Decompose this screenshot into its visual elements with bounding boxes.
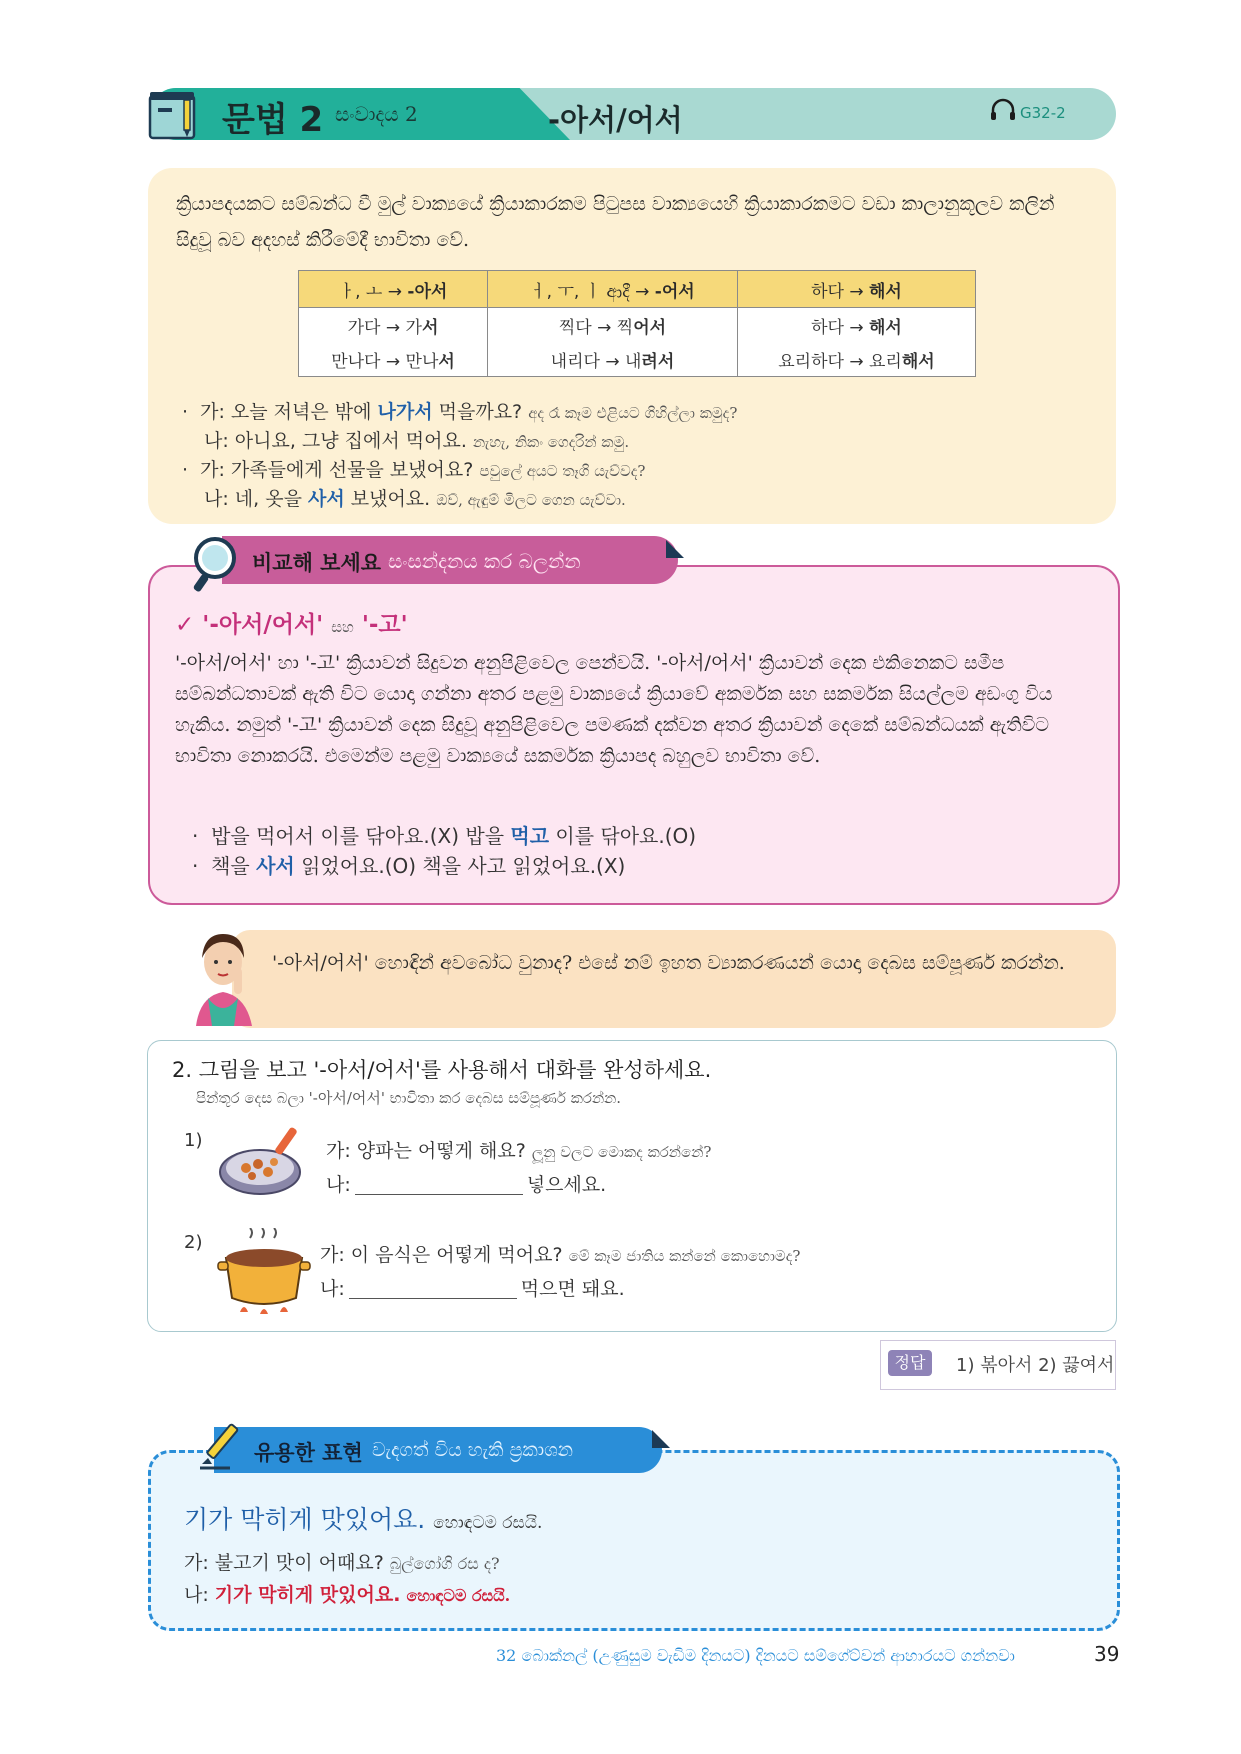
compare-title-sinhala: සංසන්දනය කර බලන්න: [388, 549, 581, 573]
table-cell: 하다 → 해서: [737, 308, 975, 343]
example-line: · 가: 가족들에게 선물을 보냈어요? පවුලේ අයට තෑගි යැව්වද?: [182, 459, 646, 481]
dialogue-answer: 나: 넣으세요.: [326, 1174, 607, 1196]
compare-example: · 밥을 먹어서 이를 닦아요.(X) 밥을 먹고 이를 닦아요.(O): [192, 824, 697, 848]
useful-main-expression: 기가 막히게 맛있어요. හොඳටම රසයි.: [184, 1505, 543, 1534]
answer-label: 정답: [888, 1350, 932, 1376]
tab-fold: [666, 540, 684, 558]
check-icon: ✓: [175, 612, 195, 638]
exercise-subtitle: පින්තූර දෙස බලා '-아서/어서' භාවිතා කර දෙබස සම්පූර්ණ කරන්න.: [196, 1089, 622, 1107]
example-line: · 가: 오늘 저녁은 밖에 나가서 먹을까요? අද රෑ කෑම එළියට ගිහිල්ලා කමුද?: [182, 401, 738, 423]
woman-illustration: [178, 918, 268, 1028]
table-header: ㅓ, ㅜ, ㅣ ආදී → -어서: [488, 271, 738, 308]
useful-dialogue-line: 나: 기가 막히게 맛있어요. හොඳටම රසයි.: [184, 1584, 511, 1606]
table-cell: 요리하다 → 요리해서: [737, 342, 975, 377]
grammar-description: ක්‍රියාපදයකට සම්බන්ධ වී මුල් වාක්‍යයේ ක්‍රියාකාරකම පිටුපස වාක්‍යයෙහි ක්‍රියාකාරකමට වඩා කාලානුකූලව කලින් සිදුවූ බව අදහස් කිරීමේදී භාවිතා වේ.: [176, 193, 1055, 251]
answer-blank[interactable]: [355, 1176, 523, 1195]
prompt-text: '-아서/어서' හොඳින් අවබෝධ වුනාද? එසේ නම් ඉහත ව්‍යාකරණයන් යොදා දෙබස සම්පූර්ණ කරන්න.: [272, 952, 1065, 974]
magnifier-icon: [190, 536, 240, 596]
page-number: 39: [1094, 1642, 1120, 1666]
table-cell: 찍다 → 찍어서: [488, 308, 738, 343]
useful-title-sinhala: වැදගත් විය හැකි ප්‍රකාශන: [372, 1439, 574, 1461]
pencil-icon: [196, 1420, 246, 1472]
compare-example: · 책을 사서 읽었어요.(O) 책을 사고 읽었어요.(X): [192, 854, 626, 878]
table-cell: 가다 → 가서: [299, 308, 488, 343]
dialogue-question: 가: 양파는 어떻게 해요? ලූනු වලට මොකද කරන්නේ?: [326, 1140, 712, 1162]
table-header: 하다 → 해서: [737, 271, 975, 308]
page-subtitle: සංවාදය 2: [335, 102, 418, 126]
footer-lesson: 32 බොක්නල් (උණුසුම වැඩිම දිනයට) දිනයට සම්ගේට්වන් ආහාරයට ගන්නවා: [496, 1646, 1015, 1665]
compare-title: 비교해 보세요: [252, 551, 382, 575]
dialogue-question: 가: 이 음식은 어떻게 먹어요? මේ කෑම ජාතිය කන්නේ කොහොමද?: [320, 1244, 801, 1266]
compare-heading: ✓ '-아서/어서' සහ '-고': [175, 612, 408, 638]
answer-text: 1) 볶아서 2) 끓여서: [956, 1355, 1115, 1376]
compare-explanation: '-아서/어서' හා '-고' ක්‍රියාවන් සිදුවන අනුපිළිවෙල පෙන්වයි. '-아서/어서' ක්‍රියාවන් දෙක එකිනෙකට සමීප සම්බන්ධතාවක් ඇති විට යොදා ගන්නා අතර පළමු වාක්‍යයේ ක්‍රියාවේ අකර්මක සහ සකර්මක සියල්ලම අඩංගු විය හැකිය. නමුත් '-고' ක්‍රියාවන් දෙක සිදුවූ අනුපිළිවෙල පමණක් දක්වන අතර ක්‍රියාවන් දෙකේ සම්බන්ධයක් ඇතිවිට භාවිතා නොකරයි. එමෙන්ම පළමු වාක්‍යයේ සකර්මක ක්‍රියාපද බහුලව භාවිතා වේ.: [175, 652, 1053, 767]
book-icon: [148, 90, 204, 140]
example-line: 나: 네, 옷을 사서 보냈어요. ඔව්, ඇඳුම් මිලට ගෙන යැව්වා.: [204, 488, 626, 510]
exercise-title: 2. 그림을 보고 '-아서/어서'를 사용해서 대화를 완성하세요.: [172, 1058, 712, 1082]
table-header: ㅏ, ㅗ → -아서: [299, 271, 488, 308]
table-cell: 내리다 → 내려서: [488, 342, 738, 377]
useful-title: 유용한 표현: [254, 1441, 363, 1465]
item-number: 1): [184, 1130, 203, 1151]
tab-fold: [652, 1430, 670, 1448]
page-title: 문법 2: [222, 100, 324, 140]
pot-illustration: [216, 1228, 312, 1318]
example-line: 나: 아니요, 그냥 집에서 먹어요. නැහැ, නිකං ගෙදරින් කමු.: [204, 430, 630, 452]
dialogue-answer: 나: 먹으면 돼요.: [320, 1278, 625, 1300]
audio-track[interactable]: [990, 98, 1016, 126]
frying-pan-illustration: [216, 1120, 312, 1200]
table-cell: 만나다 → 만나서: [299, 342, 488, 377]
useful-dialogue-line: 가: 불고기 맛이 어때요? බුල්ගෝගි රස ද?: [184, 1552, 500, 1574]
answer-blank[interactable]: [349, 1280, 517, 1299]
conjugation-table: [298, 270, 976, 377]
audio-code: G32-2: [1020, 104, 1066, 122]
headphones-icon: [990, 98, 1016, 122]
item-number: 2): [184, 1232, 203, 1253]
grammar-topic: -아서/어서: [548, 103, 683, 137]
